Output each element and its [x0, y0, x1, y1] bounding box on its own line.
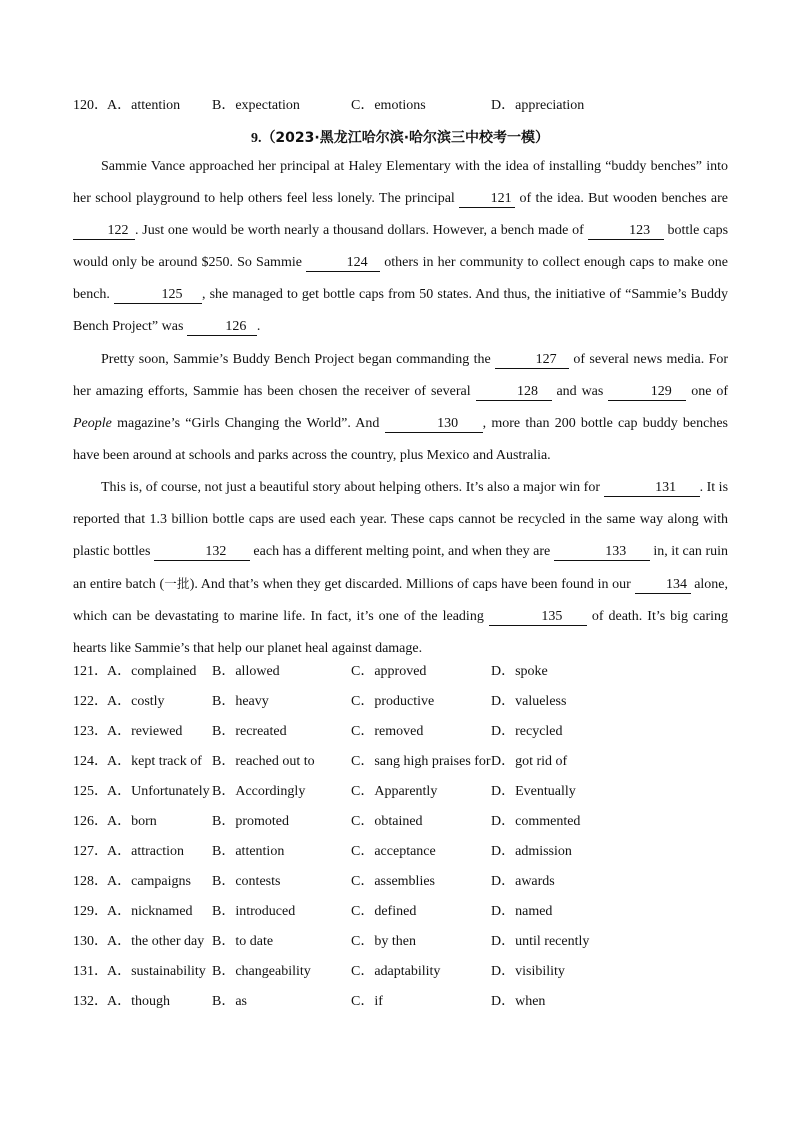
option-d: D．named: [491, 904, 553, 919]
option-a: A．sustainability: [107, 964, 206, 979]
paragraph-2: Pretty soon, Sammie’s Buddy Bench Project began commanding the 127 of several news media. For her amazing efforts, Sammie has been chosen the receiver of several 128 and was 129 one of People magazine’s “Girls Changing the World”. And 130 , more than 200 bottle cap buddy benches have been around at schools and parks across the country, plus Mexico and Australia.: [73, 351, 729, 463]
option-c: C．approved: [351, 664, 427, 679]
option-d: D．recycled: [491, 724, 563, 739]
option-d: D．admission: [491, 844, 572, 859]
option-c: C．Apparently: [351, 784, 438, 799]
blank-127: 127: [495, 352, 569, 369]
option-c: C．by then: [351, 934, 416, 949]
blank-122: 122: [73, 223, 135, 240]
question-number: 120．: [73, 98, 108, 113]
option-d: D．got rid of: [491, 754, 568, 769]
option-b: B．expectation: [212, 98, 300, 113]
option-b: B．contests: [212, 874, 281, 889]
magazine-title: People: [73, 415, 112, 431]
option-a: A．Unfortunately: [107, 784, 210, 799]
blank-131: 131: [604, 480, 700, 497]
question-number: 128．: [73, 874, 108, 889]
blank-126: 126: [187, 319, 257, 336]
option-b: B．recreated: [212, 724, 287, 739]
option-b: B．changeability: [212, 964, 311, 979]
blank-128: 128: [476, 384, 552, 401]
blank-130: 130: [385, 416, 483, 433]
option-b: B．promoted: [212, 814, 289, 829]
option-d: D．valueless: [491, 694, 567, 709]
question-number: 123．: [73, 724, 108, 739]
option-d: D．awards: [491, 874, 555, 889]
option-b: B．reached out to: [212, 754, 315, 769]
question-number: 127．: [73, 844, 108, 859]
option-d: D．when: [491, 994, 546, 1009]
option-a: A．attraction: [107, 844, 184, 859]
paragraph-1: Sammie Vance approached her principal at Haley Elementary with the idea of installing “buddy benches” into her school playground to help others feel less lonely. The principal 121 of the idea. But wooden benches are 122 . Just one would be worth nearly a thousand dollars. However, a bench made of 123 bottle caps would only be around $250. So Sammie 124 others in her community to collect enough caps to make one bench. 125 , she managed to get bottle caps from 50 states. And thus, the initiative of “Sammie’s Buddy Bench Project” was 126 .: [73, 159, 729, 335]
blank-132: 132: [154, 544, 250, 561]
question-number: 129．: [73, 904, 108, 919]
option-a: A．costly: [107, 694, 165, 709]
blank-129: 129: [608, 384, 686, 401]
option-a: A．born: [107, 814, 157, 829]
option-a: A．reviewed: [107, 724, 183, 739]
option-c: C．emotions: [351, 98, 426, 113]
option-b: B．heavy: [212, 694, 269, 709]
question-number: 124．: [73, 754, 108, 769]
chinese-gloss: 一批: [164, 576, 190, 592]
option-a: A．complained: [107, 664, 197, 679]
option-a: A．nicknamed: [107, 904, 193, 919]
cloze-passage: [73, 151, 728, 666]
option-c: C．removed: [351, 724, 424, 739]
option-b: B．Accordingly: [212, 784, 306, 799]
option-b: B．allowed: [212, 664, 280, 679]
option-b: B．attention: [212, 844, 285, 859]
section-heading: [0, 128, 800, 149]
question-number: 131．: [73, 964, 108, 979]
question-number: 126．: [73, 814, 108, 829]
blank-123: 123: [588, 223, 664, 240]
question-number: 121．: [73, 664, 108, 679]
option-d: D．commented: [491, 814, 581, 829]
option-d: D．appreciation: [491, 98, 585, 113]
option-c: C．if: [351, 994, 383, 1009]
question-number: 125．: [73, 784, 108, 799]
blank-135: 135: [489, 609, 587, 626]
option-a: A．kept track of: [107, 754, 202, 769]
blank-125: 125: [114, 287, 202, 304]
option-d: D．until recently: [491, 934, 590, 949]
option-d: D．spoke: [491, 664, 548, 679]
option-a: A．campaigns: [107, 874, 191, 889]
section-number: 9.: [250, 131, 262, 146]
option-a: A．though: [107, 994, 170, 1009]
blank-133: 133: [554, 544, 650, 561]
option-b: B．introduced: [212, 904, 296, 919]
option-c: C．productive: [351, 694, 435, 709]
option-c: C．assemblies: [351, 874, 435, 889]
paragraph-3: This is, of course, not just a beautiful story about helping others. It’s also a major win for 131 . It is reported that 1.3 billion bottle caps are used each year. These caps cannot be recycled in the same way along with plastic bottles 132 each has a different melting point, and when they are 133 in, it can ruin an entire batch (一批). And that’s when they get discarded. Millions of caps have been found in our 134 alone, which can be devastating to marine life. In fact, it’s one of the leading 135 of death. It’s big caring hearts like Sammie’s that help our planet heal against damage.: [73, 479, 729, 657]
option-d: D．visibility: [491, 964, 565, 979]
option-a: A．attention: [107, 98, 181, 113]
option-b: B．as: [212, 994, 247, 1009]
option-c: C．sang high praises for: [351, 754, 491, 769]
option-a: A．the other day: [107, 934, 205, 949]
blank-134: 134: [635, 577, 691, 594]
blank-124: 124: [306, 255, 380, 272]
option-b: B．to date: [212, 934, 274, 949]
option-c: C．obtained: [351, 814, 423, 829]
option-c: C．acceptance: [351, 844, 436, 859]
question-number: 130．: [73, 934, 108, 949]
section-source: （2023·黑龙江哈尔滨·哈尔滨三中校考一模）: [261, 130, 550, 146]
blank-121: 121: [459, 191, 515, 208]
question-number: 122．: [73, 694, 108, 709]
option-d: D．Eventually: [491, 784, 576, 799]
option-c: C．defined: [351, 904, 417, 919]
question-number: 132．: [73, 994, 108, 1009]
option-c: C．adaptability: [351, 964, 441, 979]
